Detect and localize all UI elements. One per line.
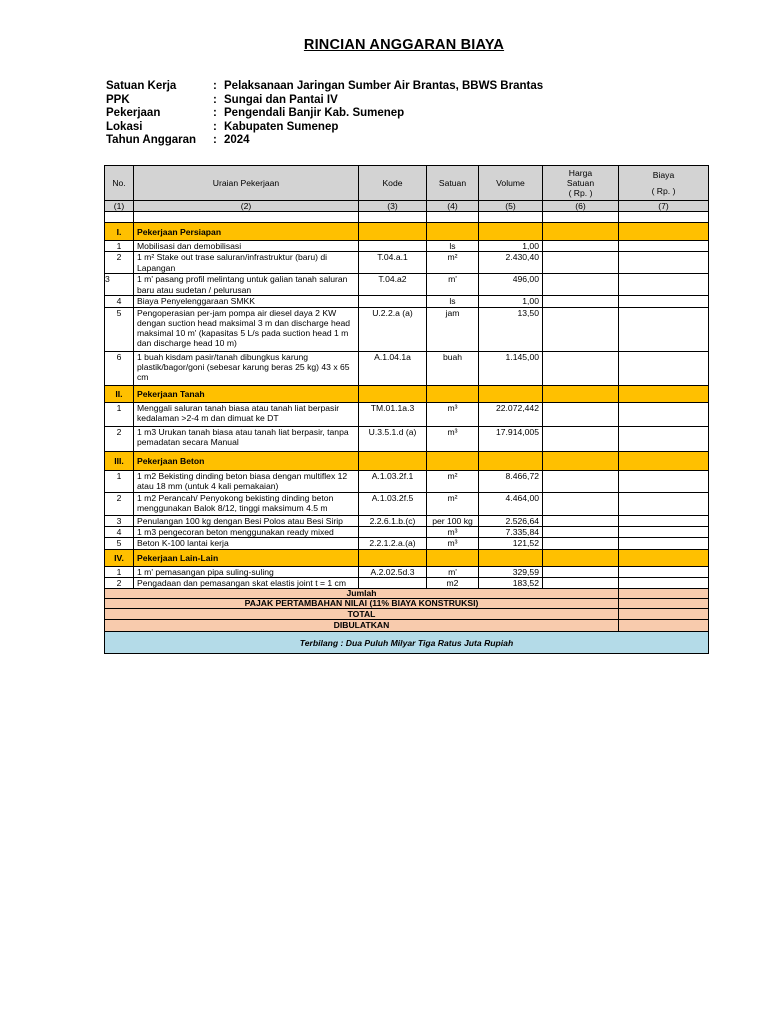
header-kode: Kode xyxy=(359,166,427,201)
empty-cell xyxy=(543,451,619,470)
item-harga xyxy=(543,351,619,385)
item-biaya xyxy=(619,470,709,492)
item-satuan: m' xyxy=(427,567,479,578)
item-biaya xyxy=(619,578,709,589)
header-no: No. xyxy=(105,166,134,201)
item-harga xyxy=(543,274,619,296)
column-number-row xyxy=(105,201,709,212)
item-no: 2 xyxy=(105,492,134,515)
col-number: (1) xyxy=(105,201,134,212)
item-volume: 121,52 xyxy=(479,538,543,550)
empty-cell xyxy=(619,451,709,470)
header-harga-line: ( Rp. ) xyxy=(568,188,593,199)
section-row xyxy=(105,550,709,567)
meta-row-ppk xyxy=(106,94,543,108)
item-volume: 329,59 xyxy=(479,567,543,578)
jumlah-value xyxy=(619,589,709,599)
col-number: (2) xyxy=(134,201,359,212)
dibulatkan-label: DIBULATKAN xyxy=(105,620,619,632)
section-title: Pekerjaan Persiapan xyxy=(134,223,359,241)
table-header-row xyxy=(105,166,709,201)
header-biaya-line: Biaya xyxy=(652,169,675,180)
item-biaya xyxy=(619,252,709,274)
item-uraian: Beton K-100 lantai kerja xyxy=(134,538,359,550)
header-satuan: Satuan xyxy=(427,166,479,201)
table-row xyxy=(105,307,709,351)
meta-value: Sungai dan Pantai IV xyxy=(224,93,338,106)
meta-label: PPK xyxy=(106,93,130,106)
item-kode: T.04.a.1 xyxy=(359,252,427,274)
item-kode xyxy=(359,241,427,252)
item-satuan: m2 xyxy=(427,578,479,589)
item-volume: 183,52 xyxy=(479,578,543,589)
item-biaya xyxy=(619,296,709,307)
item-no: 4 xyxy=(105,526,134,537)
item-biaya xyxy=(619,538,709,550)
empty-cell xyxy=(543,223,619,241)
item-biaya xyxy=(619,526,709,537)
terbilang-row xyxy=(105,632,709,654)
meta-label: Tahun Anggaran xyxy=(106,134,197,147)
item-biaya xyxy=(619,274,709,296)
item-satuan: buah xyxy=(427,351,479,385)
section-row xyxy=(105,385,709,402)
empty-cell xyxy=(359,550,427,567)
item-uraian: 1 m2 Bekisting dinding beton biasa dengan multiflex 12 atau 18 mm (untuk 4 kali pemakaian) xyxy=(134,470,359,492)
item-volume: 13,50 xyxy=(479,307,543,351)
item-uraian: 1 m' pemasangan pipa suling-suling xyxy=(134,567,359,578)
header-harga-line: Harga xyxy=(568,167,593,178)
empty-cell xyxy=(479,223,543,241)
section-no: I. xyxy=(105,223,134,241)
item-volume: 1,00 xyxy=(479,241,543,252)
empty-cell xyxy=(543,385,619,402)
item-kode xyxy=(359,296,427,307)
col-number: (4) xyxy=(427,201,479,212)
item-kode: A.1.04.1a xyxy=(359,351,427,385)
table-row xyxy=(105,274,709,296)
item-no: 1 xyxy=(105,567,134,578)
ppn-row xyxy=(105,599,709,609)
total-label: TOTAL xyxy=(105,609,619,620)
table-row xyxy=(105,567,709,578)
item-satuan: m' xyxy=(427,274,479,296)
item-harga xyxy=(543,538,619,550)
header-harga-line: Satuan xyxy=(566,177,595,188)
item-volume: 17.914,005 xyxy=(479,426,543,451)
item-biaya xyxy=(619,515,709,526)
item-no: 3 xyxy=(105,515,134,526)
item-harga xyxy=(543,567,619,578)
meta-label: Lokasi xyxy=(106,120,143,133)
item-kode: 2.2.1.2.a.(a) xyxy=(359,538,427,550)
col-number: (6) xyxy=(543,201,619,212)
table-row xyxy=(105,241,709,252)
item-uraian: Mobilisasi dan demobilisasi xyxy=(134,241,359,252)
item-no: 1 xyxy=(105,402,134,426)
item-biaya xyxy=(619,307,709,351)
empty-cell xyxy=(359,223,427,241)
item-no: 5 xyxy=(105,307,134,351)
item-kode xyxy=(359,526,427,537)
header-harga-satuan xyxy=(543,166,619,201)
item-no: 6 xyxy=(105,351,134,385)
item-harga xyxy=(543,470,619,492)
empty-cell xyxy=(105,212,134,223)
item-uraian: Pengoperasian per-jam pompa air diesel daya 2 KW dengan suction head maksimal 3 m dan discharge head maksimal 10 m' (kapasitas 5 L/s pada suction head 1 m dan discharge head 10 m) xyxy=(134,307,359,351)
empty-cell xyxy=(427,212,479,223)
meta-colon: : xyxy=(213,93,217,106)
header-biaya xyxy=(619,166,709,201)
empty-cell xyxy=(543,212,619,223)
item-harga xyxy=(543,578,619,589)
item-volume: 496,00 xyxy=(479,274,543,296)
item-satuan: m³ xyxy=(427,538,479,550)
empty-cell xyxy=(619,385,709,402)
item-no: 5 xyxy=(105,538,134,550)
empty-cell xyxy=(427,451,479,470)
empty-cell xyxy=(359,212,427,223)
item-biaya xyxy=(619,426,709,451)
item-biaya xyxy=(619,241,709,252)
meta-label: Satuan Kerja xyxy=(106,80,177,92)
header-volume: Volume xyxy=(479,166,543,201)
item-satuan: m² xyxy=(427,470,479,492)
item-uraian: 1 m3 pengecoran beton menggunakan ready mixed xyxy=(134,526,359,537)
meta-colon: : xyxy=(213,120,217,133)
item-volume: 22.072,442 xyxy=(479,402,543,426)
project-info xyxy=(106,80,543,148)
item-kode: 2.2.6.1.b.(c) xyxy=(359,515,427,526)
empty-cell xyxy=(619,550,709,567)
item-uraian: Pengadaan dan pemasangan skat elastis joint t = 1 cm xyxy=(134,578,359,589)
empty-cell xyxy=(479,212,543,223)
meta-colon: : xyxy=(213,80,217,92)
item-no: 4 xyxy=(105,296,134,307)
item-harga xyxy=(543,492,619,515)
item-uraian: 1 m3 Urukan tanah biasa atau tanah liat berpasir, tanpa pemadatan secara Manual xyxy=(134,426,359,451)
item-uraian: 1 m² Stake out trase saluran/infrastruktur (baru) di Lapangan xyxy=(134,252,359,274)
empty-cell xyxy=(427,223,479,241)
item-volume: 1,00 xyxy=(479,296,543,307)
item-kode: U.3.5.1.d (a) xyxy=(359,426,427,451)
section-title: Pekerjaan Beton xyxy=(134,451,359,470)
terbilang-text: Terbilang : Dua Puluh Milyar Tiga Ratus Juta Rupiah xyxy=(105,632,709,654)
table-row xyxy=(105,578,709,589)
meta-colon: : xyxy=(213,134,217,147)
meta-row-lokasi xyxy=(106,121,543,135)
header-biaya-line: ( Rp. ) xyxy=(651,186,676,196)
item-harga xyxy=(543,526,619,537)
item-no: 2 xyxy=(105,426,134,451)
item-biaya xyxy=(619,567,709,578)
section-row xyxy=(105,451,709,470)
col-number: (7) xyxy=(619,201,709,212)
table-row xyxy=(105,492,709,515)
meta-value: Pelaksanaan Jaringan Sumber Air Brantas, BBWS Brantas xyxy=(224,80,544,92)
empty-cell xyxy=(479,451,543,470)
item-kode: U.2.2.a (a) xyxy=(359,307,427,351)
col-number: (5) xyxy=(479,201,543,212)
table-row xyxy=(105,296,709,307)
meta-value: Kabupaten Sumenep xyxy=(224,120,339,133)
item-satuan: ls xyxy=(427,241,479,252)
item-satuan: m³ xyxy=(427,402,479,426)
item-volume: 2.430,40 xyxy=(479,252,543,274)
item-uraian: Biaya Penyelenggaraan SMKK xyxy=(134,296,359,307)
meta-row-pekerjaan xyxy=(106,107,543,121)
item-harga xyxy=(543,241,619,252)
empty-cell xyxy=(359,451,427,470)
section-title: Pekerjaan Tanah xyxy=(134,385,359,402)
jumlah-label: Jumlah xyxy=(105,589,619,599)
budget-table xyxy=(104,165,709,654)
item-kode: A.1.03.2f.5 xyxy=(359,492,427,515)
item-uraian: 1 m' pasang profil melintang untuk galian tanah saluran baru atau sudetan / pelurusan xyxy=(134,274,359,296)
table-row xyxy=(105,470,709,492)
page-title: RINCIAN ANGGARAN BIAYA xyxy=(303,37,505,53)
item-uraian: 1 buah kisdam pasir/tanah dibungkus karung plastik/bagor/goni (sebesar karung beras 25 kg) 43 x 65 cm xyxy=(134,351,359,385)
item-harga xyxy=(543,402,619,426)
empty-cell xyxy=(134,212,359,223)
empty-cell xyxy=(619,212,709,223)
section-row xyxy=(105,223,709,241)
dibulatkan-value xyxy=(619,620,709,632)
item-satuan: m³ xyxy=(427,426,479,451)
empty-cell xyxy=(479,385,543,402)
spacer-row xyxy=(105,212,709,223)
col-number: (3) xyxy=(359,201,427,212)
item-satuan: m² xyxy=(427,492,479,515)
empty-cell xyxy=(427,550,479,567)
section-no: II. xyxy=(105,385,134,402)
item-satuan: jam xyxy=(427,307,479,351)
section-no: III. xyxy=(105,451,134,470)
item-volume: 4.464,00 xyxy=(479,492,543,515)
item-satuan: m³ xyxy=(427,526,479,537)
table-row xyxy=(105,526,709,537)
meta-label: Pekerjaan xyxy=(106,107,161,120)
ppn-label: PAJAK PERTAMBAHAN NILAI (11% BIAYA KONSTRUKSI) xyxy=(105,599,619,609)
section-title: Pekerjaan Lain-Lain xyxy=(134,550,359,567)
empty-cell xyxy=(479,550,543,567)
item-harga xyxy=(543,252,619,274)
table-row xyxy=(105,538,709,550)
total-row xyxy=(105,609,709,620)
item-no: 1 xyxy=(105,470,134,492)
table-row xyxy=(105,351,709,385)
item-uraian: Penulangan 100 kg dengan Besi Polos atau Besi Sirip xyxy=(134,515,359,526)
empty-cell xyxy=(543,550,619,567)
table-row xyxy=(105,426,709,451)
header-uraian: Uraian Pekerjaan xyxy=(134,166,359,201)
item-kode: A.2.02.5d.3 xyxy=(359,567,427,578)
item-biaya xyxy=(619,402,709,426)
item-harga xyxy=(543,515,619,526)
item-uraian: Menggali saluran tanah biasa atau tanah liat berpasir kedalaman >2-4 m dan dimuat ke DT xyxy=(134,402,359,426)
dibulatkan-row xyxy=(105,620,709,632)
total-value xyxy=(619,609,709,620)
item-volume: 2.526,64 xyxy=(479,515,543,526)
item-satuan: ls xyxy=(427,296,479,307)
item-no: 3 xyxy=(105,274,134,296)
item-volume: 1.145,00 xyxy=(479,351,543,385)
item-kode xyxy=(359,578,427,589)
item-biaya xyxy=(619,492,709,515)
item-harga xyxy=(543,307,619,351)
item-no: 2 xyxy=(105,578,134,589)
meta-row-tahun xyxy=(106,134,543,148)
ppn-value xyxy=(619,599,709,609)
item-kode: TM.01.1a.3 xyxy=(359,402,427,426)
table-row xyxy=(105,515,709,526)
section-no: IV. xyxy=(105,550,134,567)
item-satuan: per 100 kg xyxy=(427,515,479,526)
empty-cell xyxy=(359,385,427,402)
meta-value: 2024 xyxy=(224,134,250,147)
table-row xyxy=(105,402,709,426)
item-no: 2 xyxy=(105,252,134,274)
jumlah-row xyxy=(105,589,709,599)
meta-colon: : xyxy=(213,107,217,120)
meta-value: Pengendali Banjir Kab. Sumenep xyxy=(224,107,405,120)
item-no: 1 xyxy=(105,241,134,252)
table-row xyxy=(105,252,709,274)
empty-cell xyxy=(619,223,709,241)
meta-row-satker xyxy=(106,80,543,94)
item-uraian: 1 m2 Perancah/ Penyokong bekisting dinding beton menggunakan Balok 8/12, tinggi maksimum 4.5 m xyxy=(134,492,359,515)
empty-cell xyxy=(427,385,479,402)
item-harga xyxy=(543,426,619,451)
item-kode: A.1.03.2f.1 xyxy=(359,470,427,492)
item-volume: 8.466,72 xyxy=(479,470,543,492)
item-satuan: m² xyxy=(427,252,479,274)
item-kode: T.04.a2 xyxy=(359,274,427,296)
item-volume: 7.335,84 xyxy=(479,526,543,537)
item-harga xyxy=(543,296,619,307)
item-biaya xyxy=(619,351,709,385)
